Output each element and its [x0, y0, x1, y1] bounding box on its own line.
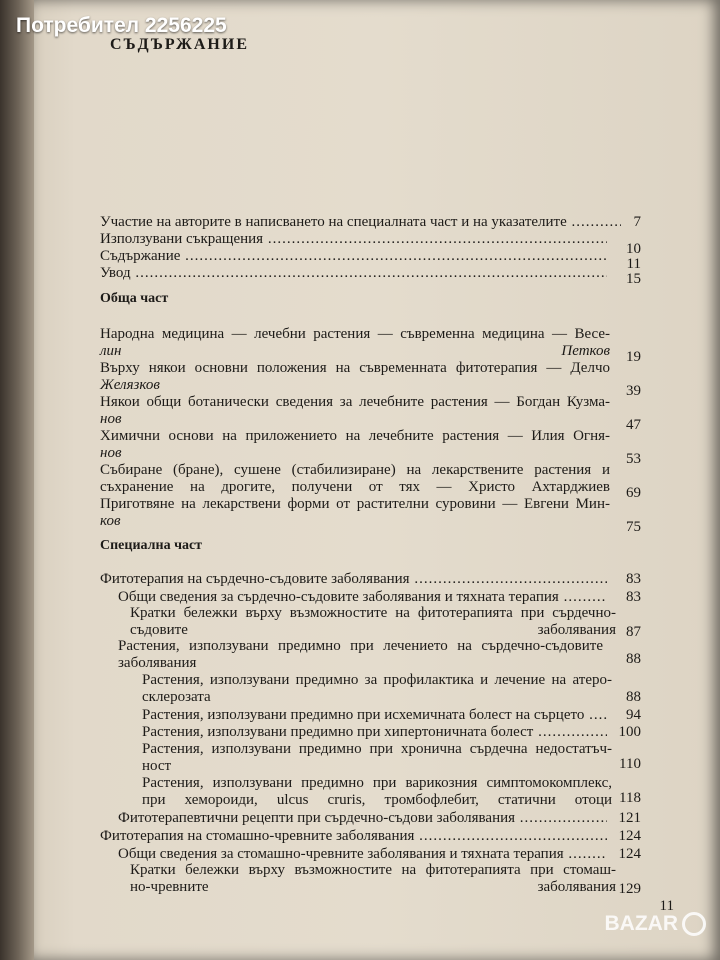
- toc-entry-page: 118: [619, 790, 641, 806]
- toc-entry: [118, 809, 641, 827]
- toc-entry-page: 124: [618, 828, 641, 844]
- toc-entry-title: Растения, използувани предимно при исхемичната болест на сърцето .....: [142, 706, 607, 724]
- toc-entry-page: 53: [626, 451, 641, 467]
- toc-entry-page: 83: [626, 571, 641, 587]
- toc-entry: [100, 570, 641, 588]
- toc-entry-title: Кратки бележки върху възможностите на фитотерапията при стомаш- но-чревните заболявания: [130, 862, 616, 895]
- toc-entry-page: 124: [618, 846, 641, 862]
- toc-entry-title: Фитотерапия на стомашно-чревните заболявания .....: [100, 827, 607, 845]
- toc-entry-title: Общи сведения за сърдечно-съдовите заболявания и тяхната терапия .....: [118, 588, 607, 606]
- toc-entry: [142, 741, 641, 777]
- toc-entry-page: 15: [626, 271, 641, 287]
- toc-entry-title: Фитотерапевтични рецепти при сърдечно-съдови заболявания .....: [118, 809, 607, 827]
- toc-entry-title: Съдържание .....: [100, 247, 607, 265]
- toc-entry-page: 69: [626, 485, 641, 501]
- toc-entry-page: 88: [626, 651, 641, 667]
- toc-entry-title: Събиране (бране), сушене (стабилизиране) на лекарствените растения и съхранение на дрогите, получени от тях — Христо Ахтарджиев: [100, 462, 610, 495]
- toc-entry: [100, 462, 641, 501]
- toc-entry-title: Приготвяне на лекарствени форми от растителни суровини — Евгени Мин- ков: [100, 496, 610, 529]
- page-number: 11: [659, 898, 674, 914]
- toc-entry-title: Фитотерапия на сърдечно-съдовите заболявания .....: [100, 570, 607, 588]
- toc-entry-title: Кратки бележки върху възможностите на фитотерапията при сърдечно- съдовите заболявания: [130, 605, 616, 638]
- toc-entry-page: 47: [626, 417, 641, 433]
- toc-entry-page: 19: [626, 349, 641, 365]
- toc-entry: [142, 775, 641, 811]
- bazar-logo: BAZAR: [605, 912, 707, 936]
- toc-entry-title: Общи сведения за стомашно-чревните заболявания и тяхната терапия .....: [118, 845, 607, 863]
- toc-entry-page: 110: [619, 756, 641, 772]
- toc-entry: [142, 723, 641, 741]
- toc-entry: [100, 247, 641, 272]
- toc-entry: [100, 264, 641, 287]
- toc-entry: [100, 827, 641, 845]
- page-title: СЪДЪРЖАНИЕ: [110, 36, 249, 53]
- toc-entry-title: Някои общи ботанически сведения за лечебните растения — Богдан Кузма- нов: [100, 394, 610, 427]
- toc-entry-title: Участие на авторите в написването на специалната част и на указателите .....: [100, 213, 621, 231]
- toc-entry: [100, 394, 641, 433]
- toc-entry-page: 10: [626, 241, 641, 257]
- toc-entry: [118, 638, 641, 674]
- toc-entry-page: 11: [626, 256, 641, 272]
- toc-entry-page: 88: [626, 689, 641, 705]
- toc-entry-page: 100: [618, 724, 641, 740]
- toc-entry-page: 94: [626, 707, 641, 723]
- toc-entry: [100, 326, 641, 365]
- toc-entry-page: 129: [618, 881, 641, 897]
- toc-entry: [118, 845, 641, 863]
- toc-entry: [100, 360, 641, 399]
- user-watermark: Потребител 2256225: [16, 14, 227, 37]
- toc-entry: [130, 862, 641, 898]
- toc-entry-title: Химични основи на приложението на лечебните растения — Илия Огня- нов: [100, 428, 610, 461]
- section-heading-special: Специална част: [100, 538, 203, 553]
- toc-entry-title: Използувани съкращения .....: [100, 230, 607, 248]
- toc-entry-page: 75: [626, 519, 641, 535]
- section-heading-general: Обща част: [100, 291, 169, 306]
- toc-entry: [142, 706, 641, 724]
- toc-entry-page: 7: [633, 214, 641, 230]
- toc-entry-page: 83: [626, 589, 641, 605]
- toc-entry-page: 121: [618, 810, 641, 826]
- toc-entry: [100, 428, 641, 467]
- toc-entry-title: Върху някои основни положения на съвременната фитотерапия — Делчо Желязков: [100, 360, 610, 393]
- toc-entry: [100, 213, 641, 231]
- toc-entry-title: Растения, използувани предимно при хронична сърдечна недостатъч- ност: [142, 741, 612, 774]
- toc-entry-title: Растения, използувани предимно при лечението на сърдечно-съдовите заболявания: [118, 638, 603, 671]
- toc-entry: [118, 588, 641, 606]
- toc-entry-title: Народна медицина — лечебни растения — съвременна медицина — Весе- лин Петков: [100, 326, 610, 359]
- toc-entry-title: Растения, използувани предимно при хипертоничната болест .....: [142, 723, 607, 741]
- toc-entry-title: Растения, използувани предимно при варикозния симптомокомплекс, при хемороиди, ulcus cruris, тромбофлебит, статични отоци: [142, 775, 612, 808]
- toc-entry: [142, 672, 641, 708]
- toc-entry-page: 87: [626, 624, 641, 640]
- toc-entry: [130, 605, 641, 641]
- toc-entry-title: Увод .....: [100, 264, 607, 282]
- toc-entry: [100, 496, 641, 535]
- logo-mark-icon: [682, 912, 706, 936]
- toc-entry-title: Растения, използувани предимно за профилактика и лечение на атеро- склерозата: [142, 672, 612, 705]
- toc-entry-page: 39: [626, 383, 641, 399]
